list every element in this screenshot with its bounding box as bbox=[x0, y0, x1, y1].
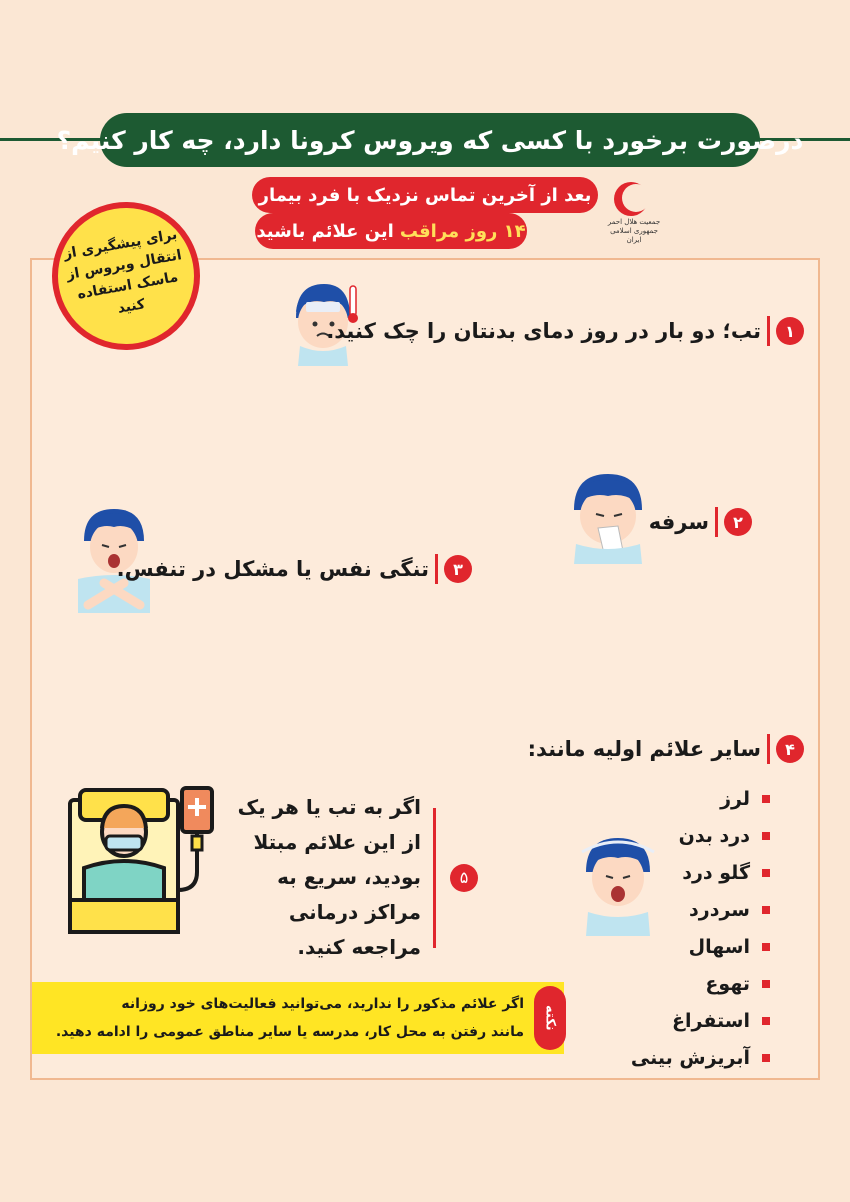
bullet-icon bbox=[762, 832, 770, 840]
banner-highlight: ۱۴ روز مراقب bbox=[399, 220, 526, 242]
list-item: لرز bbox=[631, 780, 770, 817]
logo-caption bbox=[606, 218, 662, 245]
step-number-1: ۱ bbox=[776, 317, 804, 345]
symptom-text-4: سایر علائم اولیه مانند: bbox=[527, 737, 761, 761]
bullet-icon bbox=[762, 1054, 770, 1062]
crescent-cutout bbox=[622, 184, 650, 212]
note-line-2: مانند رفتن به محل کار، مدرسه یا سایر مناطق عمومی را ادامه دهید. bbox=[55, 1024, 524, 1040]
symptom-text-2: سرفه bbox=[648, 510, 709, 534]
bullet-icon bbox=[762, 869, 770, 877]
bullet-icon bbox=[762, 980, 770, 988]
bullet-icon bbox=[762, 906, 770, 914]
step-number-2: ۲ bbox=[724, 508, 752, 536]
symptom-text-3: تنگی نفس یا مشکل در تنفس. bbox=[116, 557, 429, 581]
badge-text: برای پیشگیری از انتقال ویروس از ماسک استفاده کنید bbox=[62, 226, 183, 317]
symptom-cough bbox=[649, 507, 752, 537]
list-item: اسهال bbox=[631, 928, 770, 965]
logo-line-2: جمهوری اسلامی ایران bbox=[610, 227, 658, 244]
banner-rest: این علائم باشید bbox=[256, 220, 394, 242]
list-item: آبریزش بینی bbox=[631, 1039, 770, 1076]
coughing-person-icon bbox=[568, 470, 652, 564]
step-number-5: ۵ bbox=[450, 864, 478, 892]
symptom-text-1: تب؛ دو بار در روز دمای بدنتان را چک کنید. bbox=[326, 319, 761, 343]
page-title: درصورت برخورد با کسی که ویروس کرونا دارد، چه کار کنیم؟ bbox=[100, 113, 760, 167]
subtitle-banner-1: بعد از آخرین تماس نزدیک با فرد بیمار bbox=[252, 177, 598, 213]
red-crescent-logo bbox=[606, 178, 661, 248]
subtitle-banner-2 bbox=[255, 213, 527, 249]
list-item: سردرد bbox=[631, 891, 770, 928]
symptom-fever bbox=[326, 316, 804, 346]
note-line-1: اگر علائم مذکور را ندارید، می‌توانید فعالیت‌های خود روزانه bbox=[121, 996, 524, 1012]
list-item: درد بدن bbox=[631, 817, 770, 854]
list-item: گلو درد bbox=[631, 854, 770, 891]
step-number-4: ۴ bbox=[776, 735, 804, 763]
step-number-3: ۳ bbox=[444, 555, 472, 583]
logo-line-1: جمعیت هلال احمر bbox=[607, 218, 661, 226]
symptom-other bbox=[528, 734, 804, 764]
sick-person-icon bbox=[578, 832, 658, 936]
bullet-icon bbox=[762, 795, 770, 803]
divider bbox=[435, 554, 438, 584]
divider bbox=[767, 734, 770, 764]
list-item: تهوع bbox=[631, 965, 770, 1002]
divider bbox=[433, 808, 436, 948]
note-text bbox=[56, 990, 524, 1046]
note-box bbox=[32, 982, 564, 1054]
step-seek-care bbox=[228, 790, 478, 965]
divider bbox=[767, 316, 770, 346]
note-label: نکته bbox=[534, 986, 566, 1050]
divider bbox=[715, 507, 718, 537]
step5-text: اگر به تب یا هر یک از این علائم مبتلا بودید، سریع به مراکز درمانی مراجعه کنید. bbox=[237, 795, 421, 959]
hospital-bed-icon bbox=[64, 780, 224, 936]
list-item: استفراغ bbox=[631, 1002, 770, 1039]
bullet-icon bbox=[762, 1017, 770, 1025]
bullet-icon bbox=[762, 943, 770, 951]
symptom-breathing bbox=[117, 554, 472, 584]
